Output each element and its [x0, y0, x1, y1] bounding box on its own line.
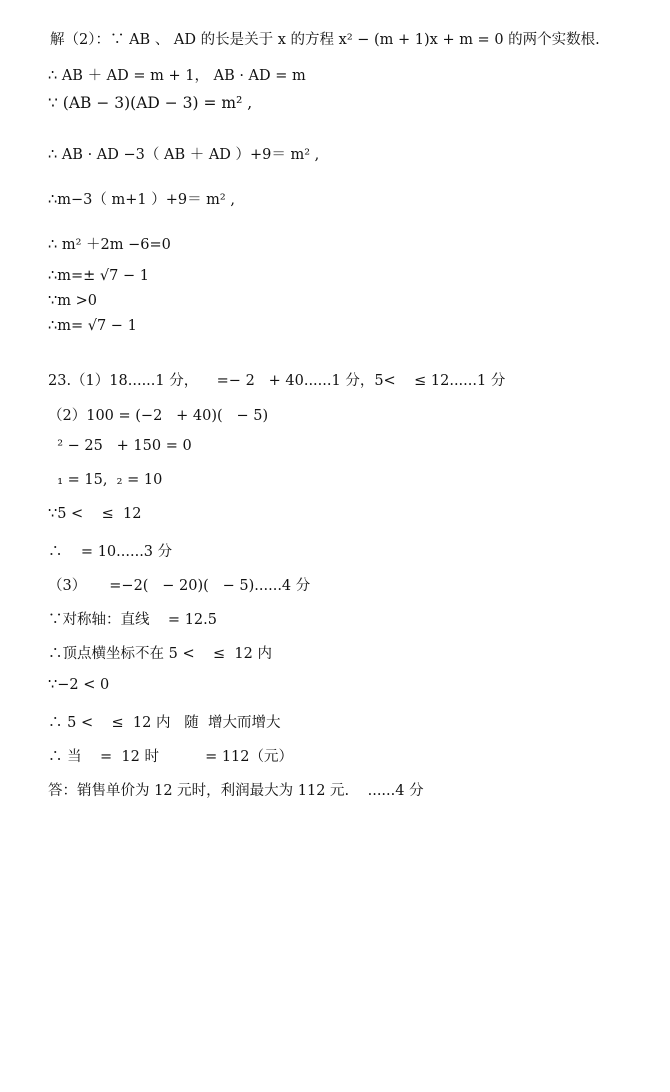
line-text: ∴顶点横坐标不在 5 < ≤ 12 内 — [48, 646, 272, 662]
expanded-equation-line — [48, 143, 319, 164]
line-text: ∵5 < ≤ 12 — [48, 506, 142, 522]
line-text: ∴m= √7 − 1 — [48, 318, 137, 334]
q23-max-value — [48, 745, 293, 766]
line-text: 答：销售单价为 12 元时，利润最大为 112 元. ......4 分 — [48, 783, 424, 799]
product-equation-line — [48, 94, 252, 112]
substitution-line — [48, 188, 235, 209]
roots-line — [48, 268, 149, 284]
line-text: ∴ 5 < ≤ 12 内 随 增大而增大 — [48, 715, 281, 731]
q23-quadratic — [48, 438, 192, 454]
line-text: ∴m−3（ m+1 ）+9＝ m² , — [48, 192, 235, 208]
q23-coefficient-sign — [48, 677, 109, 693]
q23-range — [48, 506, 141, 522]
line-text: 23.（1）18......1 分， =− 2 + 40......1 分，5< ≤ 12......1 分 — [48, 373, 506, 389]
q23-roots — [48, 472, 162, 488]
line-text: （3） =−2( − 20)( − 5)......4 分 — [48, 578, 311, 594]
q23-answer — [48, 779, 424, 800]
line-text: ∴ AB ＋ AD = m + 1， AB · AD = m — [48, 68, 306, 84]
line-text: ∴ = 10......3 分 — [48, 544, 173, 560]
line-text: ∴m=± √7 − 1 — [48, 268, 149, 284]
line-text: 解（2）：∵ AB 、 AD 的长是关于 x 的方程 x² − (m + 1)x + m = 0 的两个实数根. — [50, 32, 600, 48]
q23-part1-line — [48, 369, 505, 390]
q23-part2-result — [48, 540, 172, 561]
result-line — [48, 318, 137, 334]
q23-part3-function — [48, 574, 310, 595]
line-text: ∴ AB · AD −3（ AB ＋ AD ）+9＝ m² , — [48, 147, 320, 163]
q23-axis-of-symmetry — [48, 608, 217, 629]
quadratic-line — [48, 233, 171, 254]
q23-part2-equation — [48, 404, 268, 425]
line-text: ∵m >0 — [48, 293, 97, 309]
line-text: ₁ = 15, ₂ = 10 — [48, 472, 163, 488]
line-text: ∵对称轴：直线 = 12.5 — [48, 612, 217, 628]
sum-product-line — [48, 64, 306, 85]
line-text: ² − 25 + 150 = 0 — [48, 438, 192, 454]
q23-monotonic — [48, 711, 281, 732]
line-text: ∴ 当 = 12 时 = 112（元） — [48, 749, 293, 765]
line-text: ∵−2 < 0 — [48, 677, 110, 693]
solution-part2-intro — [50, 28, 600, 49]
q23-vertex-note — [48, 642, 272, 663]
line-text: ∴ m² ＋2m −6=0 — [48, 237, 171, 253]
condition-line — [48, 293, 97, 309]
line-text: （2）100 = (−2 + 40)( − 5) — [48, 408, 269, 424]
line-text: ∵ (AB − 3)(AD − 3) = m² , — [48, 94, 253, 112]
